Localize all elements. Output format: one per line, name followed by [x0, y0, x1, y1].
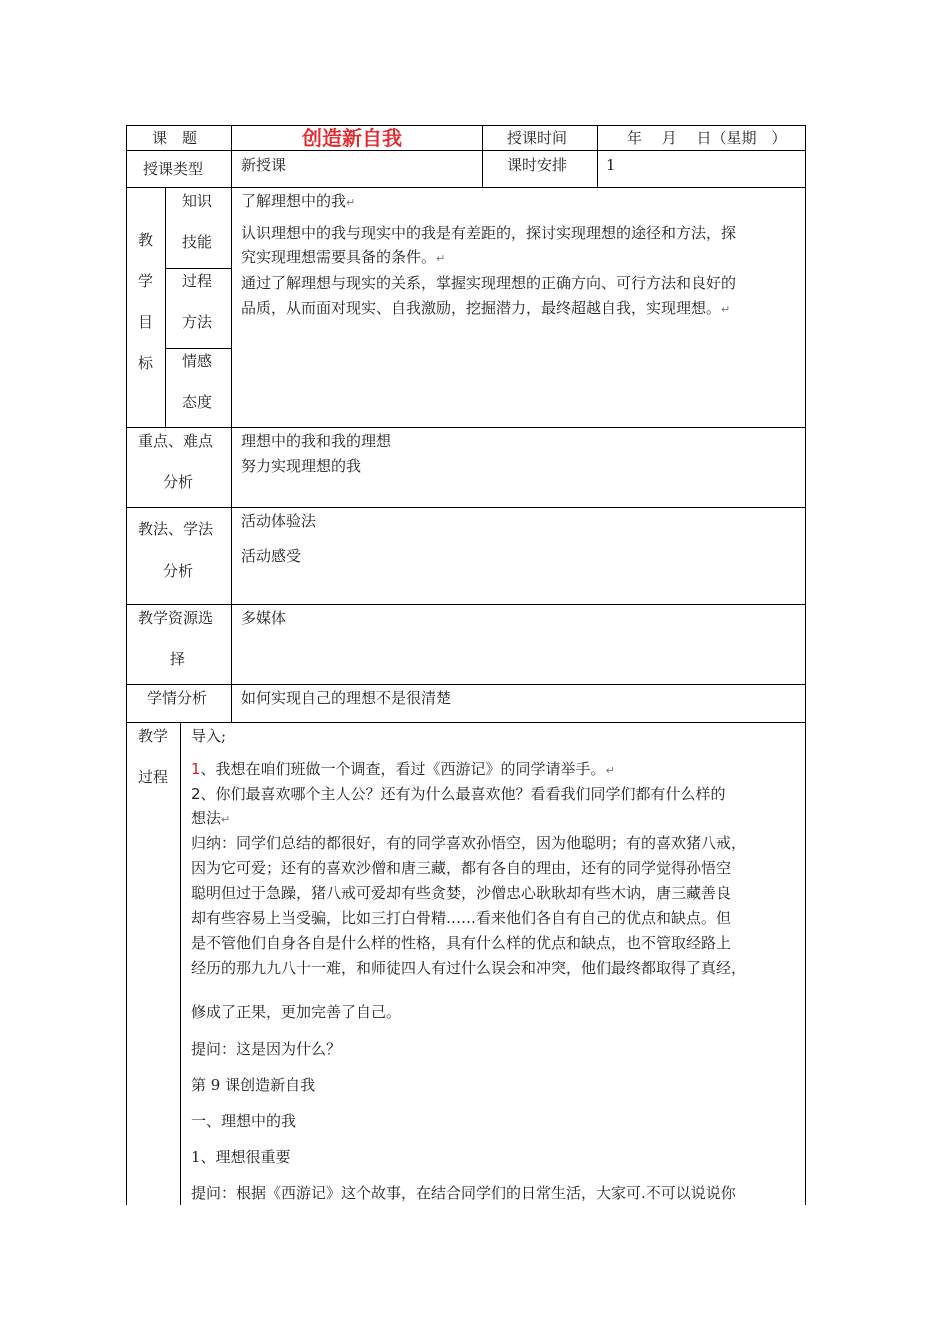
time-value: 年 月 日（星期 ）	[627, 129, 787, 147]
summary-line: 却有些容易上当受骗，比如三打白骨精……看来他们各自有自己的优点和缺点。但	[191, 909, 732, 927]
time-label: 授课时间	[507, 129, 568, 147]
process-line: 修成了正果，更加完善了自己。	[191, 1003, 402, 1021]
resources-label: 教学资源选	[138, 609, 214, 627]
objectives-label-char: 教	[138, 231, 154, 249]
row-divider	[126, 604, 806, 605]
objectives-label-char: 标	[138, 354, 154, 372]
sub-row-divider	[165, 268, 231, 269]
question-2: 2、你们最喜欢哪个主人公？还有为什么最喜欢他？看看我们同学们都有什么样的	[191, 785, 726, 803]
paragraph-mark: ↵	[436, 252, 446, 265]
process-line: 一、理想中的我	[191, 1112, 297, 1130]
table-border-right	[805, 125, 806, 1205]
row-divider	[126, 722, 806, 723]
students-value: 如何实现自己的理想不是很清楚	[241, 689, 452, 707]
row-divider	[126, 187, 806, 188]
resources-label: 择	[170, 650, 186, 668]
process-method-label: 过程	[182, 272, 213, 290]
lesson-title: 创造新自我	[302, 126, 402, 150]
paragraph-mark: ↵	[221, 813, 231, 826]
objective-line: 品质，从而面对现实、自我激励，挖掘潜力，最终超越自我，实现理想。↵	[241, 299, 731, 317]
summary-line: 归纳：同学们总结的都很好，有的同学喜欢孙悟空，因为他聪明；有的喜欢猪八戒，	[191, 834, 747, 852]
col-divider	[165, 187, 166, 427]
methods-label: 教法、学法	[138, 520, 214, 538]
process-label: 教学	[138, 727, 169, 745]
question-1: 1、我想在咱们班做一个调查，看过《西游记》的同学请举手。↵	[191, 760, 615, 778]
objective-line: 究实现理想需要具备的条件。↵	[241, 248, 446, 266]
objectives-label-char: 学	[138, 272, 154, 290]
resources-value: 多媒体	[241, 609, 287, 627]
row-divider	[126, 150, 806, 151]
process-line: 提问：这是因为什么？	[191, 1040, 342, 1058]
paragraph-mark: ↵	[721, 303, 731, 316]
keypoint-line: 努力实现理想的我	[241, 457, 362, 475]
paragraph-mark: ↵	[605, 764, 615, 777]
summary-line: 因为它可爱；还有的喜欢沙僧和唐三藏，都有各自的理由，还有的同学觉得孙悟空	[191, 859, 732, 877]
row-divider	[126, 427, 806, 428]
process-method-label: 方法	[182, 313, 213, 331]
process-line: 第 9 课创造新自我	[191, 1076, 316, 1094]
process-line: 1、理想很重要	[191, 1148, 291, 1166]
objective-line: 认识理想中的我与现实中的我是有差距的，探讨实现理想的途径和方法，探	[241, 224, 737, 242]
summary-line: 聪明但过于急躁，猪八戒可爱却有些贪婪，沙僧忠心耿耿却有些木讷，唐三藏善良	[191, 884, 732, 902]
keypoint-line: 理想中的我和我的理想	[241, 432, 392, 450]
hours-value: 1	[606, 156, 616, 174]
process-label: 过程	[138, 768, 169, 786]
summary-line: 是不管他们自身各自是什么样的性格，具有什么样的优点和缺点，也不管取经路上	[191, 934, 732, 952]
objectives-label-char: 目	[138, 313, 154, 331]
objective-line: 通过了解理想与现实的关系，掌握实现理想的正确方向、可行方法和良好的	[241, 274, 737, 292]
col-divider	[180, 722, 181, 1205]
row-divider	[126, 684, 806, 685]
col-divider	[597, 125, 598, 187]
emotion-attitude-label: 情感	[182, 352, 213, 370]
knowledge-label: 知识	[182, 192, 213, 210]
hours-label: 课时安排	[507, 156, 568, 174]
paragraph-mark: ↵	[346, 196, 356, 209]
question-2-cont: 想法↵	[191, 809, 231, 827]
table-border-top	[126, 125, 806, 126]
method-line: 活动感受	[241, 547, 302, 565]
row-divider	[126, 507, 806, 508]
intro-line: 导入;	[191, 727, 227, 745]
summary-line: 经历的那九九八十一难，和师徒四人有过什么误会和冲突，他们最终都取得了真经，	[191, 959, 747, 977]
emotion-attitude-label: 态度	[182, 393, 213, 411]
knowledge-label: 技能	[182, 233, 213, 251]
type-value: 新授课	[241, 156, 287, 174]
type-label: 授课类型	[143, 160, 204, 178]
methods-label: 分析	[163, 562, 194, 580]
objective-line: 了解理想中的我↵	[241, 192, 356, 210]
col-divider	[231, 125, 232, 722]
keypoints-label: 分析	[163, 473, 194, 491]
keypoints-label: 重点、难点	[138, 432, 214, 450]
col-divider	[482, 125, 483, 187]
students-label: 学情分析	[147, 689, 208, 707]
subject-label: 课 题	[152, 129, 198, 147]
table-border-left	[126, 125, 127, 1205]
method-line: 活动体验法	[241, 512, 317, 530]
process-line: 提问：根据《西游记》这个故事，在结合同学们的日常生活，大家可.不可以说说你	[191, 1184, 736, 1202]
sub-row-divider	[165, 348, 231, 349]
